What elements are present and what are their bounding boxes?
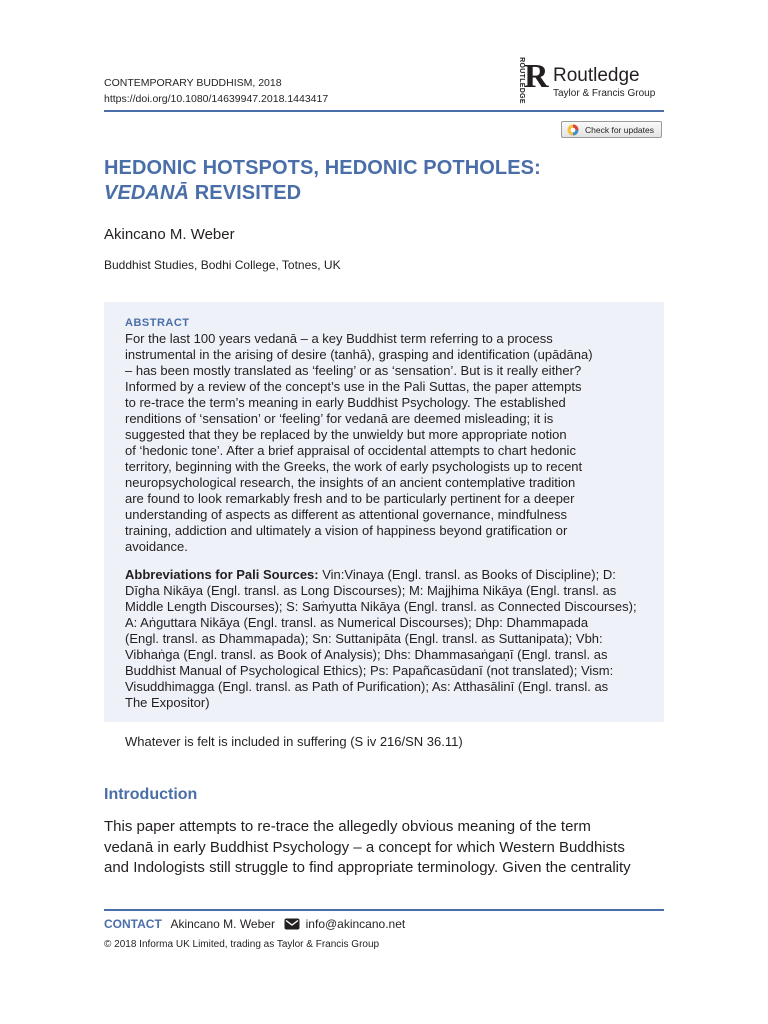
abbreviations-label: Abbreviations for Pali Sources: [125,567,319,582]
abbreviations-line: Buddhist Manual of Psychological Ethics); Ps: Papañcasūdanī (not translated); Vism: [125,663,614,678]
abstract-line: Informed by a review of the concept’s use in the Pali Suttas, the paper attempts [125,379,582,394]
abstract-line: avoidance. [125,539,188,554]
abbreviations-line: Vibhaṅga (Engl. transl. as Book of Analysis); Dhs: Dhammasaṅgaṇī (Engl. transl. as [125,647,608,662]
abstract-line: instrumental in the arising of desire (tanhā), grasping and identification (upādāna) [125,347,593,362]
abbreviations-line: Middle Length Discourses); S: Saṁyutta Nikāya (Engl. transl. as Connected Discourses); [125,599,637,614]
author-name: Akincano M. Weber [104,226,235,243]
crossmark-icon [567,124,579,136]
contact-label: CONTACT [104,917,162,931]
abstract-line: renditions of ‘sensation’ or ‘feeling’ for vedanā are deemed misleading; it is [125,411,554,426]
title-line-1: HEDONIC HOTSPOTS, HEDONIC POTHOLES: [104,157,541,179]
abbreviations-line: Visuddhimagga (Engl. transl. as Path of Purification); As: Atthasālinī (Engl. transl. as [125,679,609,694]
contact-name: Akincano M. Weber [170,917,275,931]
abstract-line: suggested that they be replaced by the unwieldy but more appropriate notion [125,427,567,442]
abbreviations-block [125,567,643,711]
check-for-updates-label: Check for updates [585,125,654,135]
copyright: © 2018 Informa UK Limited, trading as Taylor & Francis Group [104,939,380,950]
title-line-2: VEDANĀ REVISITED [104,182,302,204]
intro-line: vedanā in early Buddhist Psychology – a concept for which Western Buddhists [104,838,625,856]
article-title [104,156,664,206]
header-rule [104,110,664,112]
publisher-subtitle: Taylor & Francis Group [553,88,656,99]
abstract-line: territory, beginning with the Greeks, the work of early psychologists up to recent [125,459,583,474]
abstract-line: are found to look remarkably fresh and to be particularly pertinent for a deeper [125,491,575,506]
introduction-text [104,817,664,879]
affiliation: Buddhist Studies, Bodhi College, Totnes, UK [104,258,341,272]
abbreviations-line: A: Aṅguttara Nikāya (Engl. transl. as Numerical Discourses); Dhp: Dhammapada [125,615,589,630]
envelope-icon [284,918,300,930]
abbreviations-line: Dīgha Nikāya (Engl. transl. as Long Discourses); M: Majjhima Nikāya (Engl. transl. as [125,583,617,598]
epigraph: Whatever is felt is included in suffering (S iv 216/SN 36.11) [125,734,463,749]
contact-line [104,917,405,931]
doi-link[interactable]: https://doi.org/10.1080/14639947.2018.1443417 [104,93,329,105]
contact-email[interactable]: info@akincano.net [305,917,406,931]
abbreviations-line: (Engl. transl. as Dhammapada); Sn: Suttanipāta (Engl. transl. as Suttanipata); Vbh: [125,631,603,646]
intro-line: and Indologists still struggle to find appropriate terminology. Given the centrality [104,859,631,876]
abstract-line: of ‘hedonic tone’. After a brief appraisal of occidental attempts to chart hedonic [125,443,576,458]
abbreviations-line: The Expositor) [125,695,210,710]
publisher-name: Routledge [553,65,640,86]
intro-line: This paper attempts to re-trace the allegedly obvious meaning of the term [104,818,591,835]
routledge-r-icon: R [524,58,549,95]
abstract-text [125,331,643,555]
check-for-updates-button[interactable] [561,121,662,138]
abstract-label: ABSTRACT [125,317,190,329]
journal-info [104,75,328,107]
logo-vertical-text: ROUTLEDGE [517,57,525,104]
abstract-line: to re-trace the term’s meaning in early Buddhist Psychology. The established [125,395,566,410]
routledge-logo [511,57,666,104]
abstract-line: For the last 100 years vedanā – a key Buddhist term referring to a process [125,331,553,346]
journal-name: CONTEMPORARY BUDDHISM, 2018 [104,77,282,89]
abbreviations-line: Abbreviations for Pali Sources: Vin:Vinaya (Engl. transl. as Books of Discipline); D: [125,567,616,582]
footer-rule [104,909,664,911]
abstract-line: – has been mostly translated as ‘feeling’ or as ‘sensation’. But is it really either? [125,363,582,378]
abstract-line: understanding of aspects as different as attentional governance, mindfulness [125,507,568,522]
abstract-line: training, addiction and ultimately a vision of happiness beyond gratification or [125,523,568,538]
abstract-line: neuropsychological research, the insights of an ancient contemplative tradition [125,475,576,490]
introduction-heading: Introduction [104,786,198,803]
